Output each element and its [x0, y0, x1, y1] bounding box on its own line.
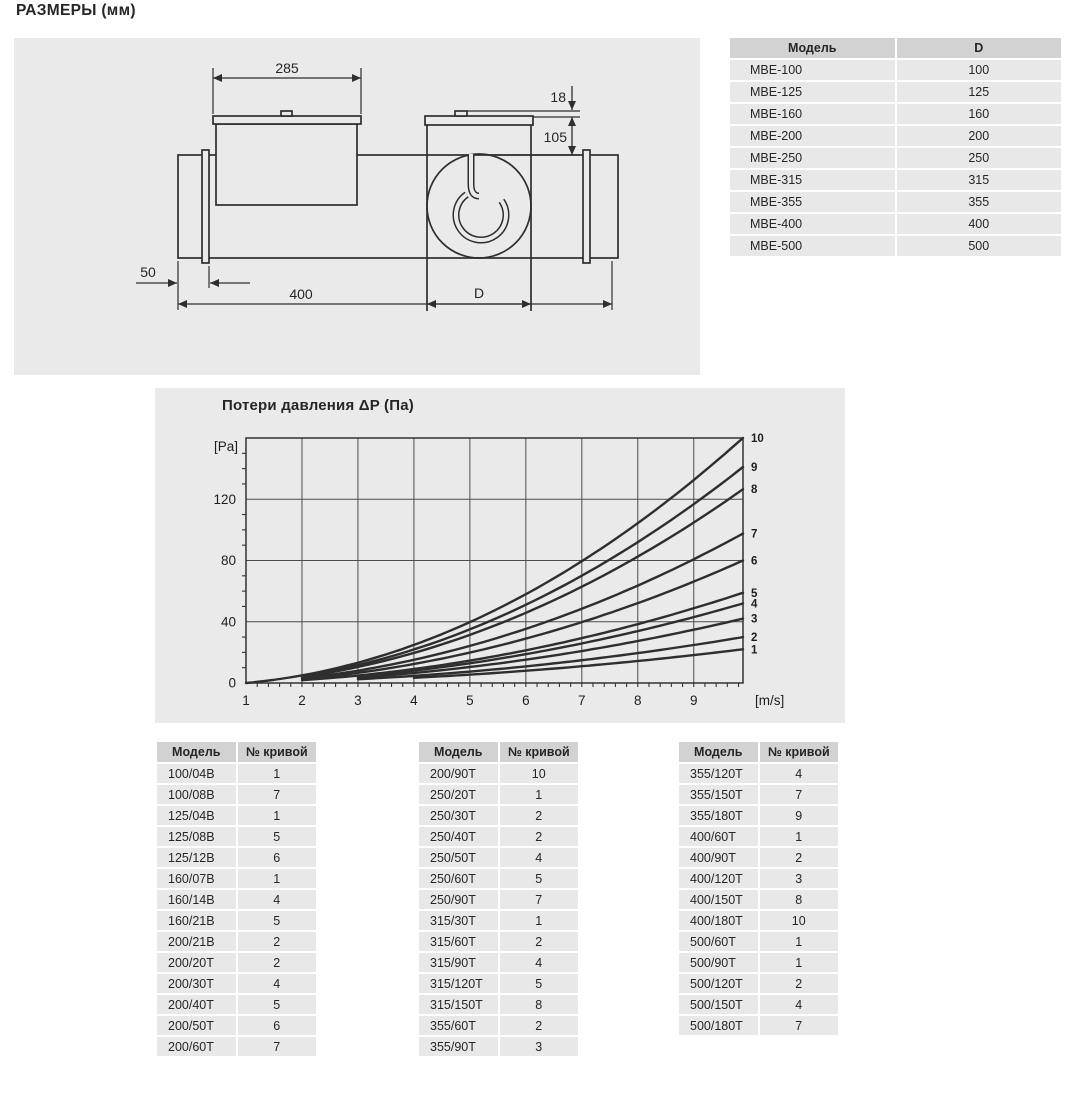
model-cell: 125/04В [157, 806, 236, 825]
table-row [157, 827, 316, 846]
table-row [157, 806, 316, 825]
value-cell: 4 [760, 995, 839, 1014]
terminal-box-lid [213, 116, 361, 124]
table-row [419, 806, 578, 825]
value-cell: 9 [760, 806, 839, 825]
value-cell: 4 [500, 848, 579, 867]
column-header: № кривой [760, 742, 839, 762]
model-cell: 315/120Т [419, 974, 498, 993]
curve-number-label: 4 [751, 598, 758, 611]
model-cell: 100/08В [157, 785, 236, 804]
table-row [730, 126, 1061, 146]
column-header: Модель [419, 742, 498, 762]
table-row [419, 953, 578, 972]
model-cell: МВЕ-250 [730, 148, 895, 168]
value-cell: 125 [897, 82, 1062, 102]
end-lid-nub [455, 111, 467, 116]
x-axis-tick-label: 4 [410, 693, 418, 708]
table-row [730, 214, 1061, 234]
table-row [679, 1016, 838, 1035]
model-cell: 315/60Т [419, 932, 498, 951]
table-row [679, 764, 838, 783]
table-row [419, 1016, 578, 1035]
value-cell: 7 [760, 1016, 839, 1035]
chart-title: Потери давления ΔP (Па) [222, 397, 414, 414]
curve-number-label: 9 [751, 462, 758, 475]
value-cell: 1 [760, 953, 839, 972]
table-row [419, 890, 578, 909]
model-cell: 250/50Т [419, 848, 498, 867]
value-cell: 5 [500, 869, 579, 888]
table-row [419, 785, 578, 804]
table-row [679, 911, 838, 930]
model-cell: 160/21В [157, 911, 236, 930]
y-axis-tick-label: 0 [228, 675, 236, 691]
value-cell: 8 [500, 995, 579, 1014]
x-axis-tick-label: 3 [354, 693, 362, 708]
model-cell: 500/120Т [679, 974, 758, 993]
page-title: РАЗМЕРЫ (мм) [16, 2, 136, 19]
x-axis-tick-label: 9 [689, 693, 698, 708]
side-view [136, 60, 618, 310]
model-cell: 355/120Т [679, 764, 758, 783]
model-cell: 250/60Т [419, 869, 498, 888]
table-row [157, 785, 316, 804]
end-lid [425, 116, 533, 125]
table-row [157, 1016, 316, 1035]
model-cell: 400/180Т [679, 911, 758, 930]
x-axis-tick-label: 2 [298, 693, 306, 708]
value-cell: 2 [760, 848, 839, 867]
table-row [730, 60, 1061, 80]
table-row [679, 785, 838, 804]
x-axis-tick-label: 6 [522, 693, 530, 708]
flange-right [583, 150, 590, 263]
column-header: № кривой [500, 742, 579, 762]
table-row [157, 764, 316, 783]
table-row [157, 995, 316, 1014]
model-cell: МВЕ-355 [730, 192, 895, 212]
model-cell: 250/20Т [419, 785, 498, 804]
curve-number-label: 1 [751, 644, 758, 657]
curve-table-3-wrap [677, 740, 840, 1037]
value-cell: 2 [238, 953, 317, 972]
model-cell: 355/180Т [679, 806, 758, 825]
value-cell: 1 [500, 911, 579, 930]
pressure-loss-chart-panel [155, 388, 845, 723]
value-cell: 3 [760, 869, 839, 888]
model-cell: 400/90Т [679, 848, 758, 867]
flange-left [202, 150, 209, 263]
curve-number-label: 2 [751, 632, 758, 645]
value-cell: 1 [500, 785, 579, 804]
curve-table-3 [677, 740, 840, 1037]
model-cell: 250/30Т [419, 806, 498, 825]
model-cell: 250/90Т [419, 890, 498, 909]
table-row [419, 869, 578, 888]
model-cell: 200/20Т [157, 953, 236, 972]
heating-element-icon [456, 154, 506, 240]
value-cell: 4 [760, 764, 839, 783]
table-row [679, 869, 838, 888]
value-cell: 2 [500, 827, 579, 846]
model-cell: МВЕ-160 [730, 104, 895, 124]
dimensions-drawing-panel [14, 38, 700, 375]
table-row [157, 1037, 316, 1056]
dimension-drawing-svg [14, 38, 700, 375]
model-cell: 200/40Т [157, 995, 236, 1014]
value-cell: 10 [500, 764, 579, 783]
table-row [157, 869, 316, 888]
y-axis-unit-label: [Pa] [213, 439, 238, 454]
model-cell: 355/90Т [419, 1037, 498, 1056]
model-cell: 315/30Т [419, 911, 498, 930]
table-row [730, 82, 1061, 102]
dim-body-length-label: 400 [289, 286, 313, 302]
table-row [730, 236, 1061, 256]
model-cell: МВЕ-315 [730, 170, 895, 190]
table-row [419, 848, 578, 867]
value-cell: 5 [238, 827, 317, 846]
column-header: Модель [679, 742, 758, 762]
dim-box-height-label: 105 [543, 129, 567, 145]
value-cell: 315 [897, 170, 1062, 190]
table-row [679, 932, 838, 951]
value-cell: 10 [760, 911, 839, 930]
table-row [419, 974, 578, 993]
value-cell: 8 [760, 890, 839, 909]
table-row [419, 911, 578, 930]
value-cell: 6 [238, 1016, 317, 1035]
x-axis-unit-label: [m/s] [755, 693, 785, 708]
model-cell: 500/60Т [679, 932, 758, 951]
value-cell: 1 [238, 869, 317, 888]
dim-box-width-label: 285 [275, 60, 299, 76]
value-cell: 250 [897, 148, 1062, 168]
curve-number-label: 3 [751, 613, 758, 626]
value-cell: 160 [897, 104, 1062, 124]
model-cell: 160/07В [157, 869, 236, 888]
table-row [157, 848, 316, 867]
value-cell: 1 [760, 932, 839, 951]
end-view [425, 86, 580, 311]
table-row [730, 192, 1061, 212]
curve-number-label: 6 [751, 555, 758, 568]
table-row [730, 170, 1061, 190]
pressure-chart-svg [155, 388, 845, 723]
model-cell: 200/60Т [157, 1037, 236, 1056]
value-cell: 4 [500, 953, 579, 972]
model-cell: 200/30Т [157, 974, 236, 993]
model-cell: МВЕ-100 [730, 60, 895, 80]
model-cell: 200/90Т [419, 764, 498, 783]
table-row [679, 848, 838, 867]
model-cell: 400/120Т [679, 869, 758, 888]
value-cell: 200 [897, 126, 1062, 146]
table-row [419, 995, 578, 1014]
value-cell: 5 [238, 911, 317, 930]
model-cell: МВЕ-125 [730, 82, 895, 102]
model-cell: 125/12В [157, 848, 236, 867]
dim-flange-offset-label: 50 [140, 264, 156, 280]
lid-nub [281, 111, 292, 116]
table-row [157, 911, 316, 930]
value-cell: 2 [500, 1016, 579, 1035]
curve-table-2 [417, 740, 580, 1058]
value-cell: 2 [238, 932, 317, 951]
dim-cap-height-label: 18 [550, 89, 566, 105]
value-cell: 2 [760, 974, 839, 993]
value-cell: 3 [500, 1037, 579, 1056]
column-header: D [897, 38, 1062, 58]
table-row [679, 995, 838, 1014]
value-cell: 2 [500, 806, 579, 825]
value-cell: 400 [897, 214, 1062, 234]
table-row [679, 890, 838, 909]
table-row [157, 953, 316, 972]
value-cell: 5 [238, 995, 317, 1014]
column-header: Модель [730, 38, 895, 58]
model-cell: 200/21В [157, 932, 236, 951]
model-cell: 160/14В [157, 890, 236, 909]
table-row [679, 827, 838, 846]
model-dimension-table-wrap [728, 36, 1063, 258]
y-axis-tick-label: 80 [220, 553, 236, 568]
value-cell: 1 [238, 806, 317, 825]
model-cell: 500/150Т [679, 995, 758, 1014]
value-cell: 7 [238, 785, 317, 804]
value-cell: 7 [760, 785, 839, 804]
value-cell: 500 [897, 236, 1062, 256]
value-cell: 6 [238, 848, 317, 867]
dim-diameter-label: D [473, 285, 485, 301]
curve-table-2-wrap [417, 740, 580, 1058]
value-cell: 355 [897, 192, 1062, 212]
model-cell: 355/60Т [419, 1016, 498, 1035]
model-cell: 250/40Т [419, 827, 498, 846]
model-cell: МВЕ-500 [730, 236, 895, 256]
curve-number-label: 8 [751, 484, 758, 497]
x-axis-tick-label: 7 [578, 693, 586, 708]
table-row [157, 890, 316, 909]
model-dimension-table [728, 36, 1063, 258]
model-cell: МВЕ-200 [730, 126, 895, 146]
terminal-box [216, 124, 357, 205]
curve-number-label: 7 [751, 528, 758, 541]
table-row [679, 953, 838, 972]
value-cell: 2 [500, 932, 579, 951]
column-header: № кривой [238, 742, 317, 762]
table-row [419, 932, 578, 951]
model-cell: 200/50Т [157, 1016, 236, 1035]
model-cell: 315/150Т [419, 995, 498, 1014]
curve-number-label: 5 [751, 587, 758, 600]
curve-table-1-wrap [155, 740, 318, 1058]
pressure-curve-4 [358, 603, 743, 676]
model-cell: 400/150Т [679, 890, 758, 909]
table-row [730, 104, 1061, 124]
table-row [679, 806, 838, 825]
table-row [157, 974, 316, 993]
value-cell: 7 [500, 890, 579, 909]
model-cell: 100/04В [157, 764, 236, 783]
x-axis-tick-label: 5 [466, 693, 474, 708]
model-cell: 355/150Т [679, 785, 758, 804]
table-row [419, 827, 578, 846]
curve-number-label: 10 [751, 433, 764, 445]
value-cell: 1 [238, 764, 317, 783]
curve-table-1 [155, 740, 318, 1058]
model-cell: МВЕ-400 [730, 214, 895, 234]
y-axis-tick-label: 120 [213, 491, 236, 507]
value-cell: 1 [760, 827, 839, 846]
table-row [730, 148, 1061, 168]
model-cell: 315/90Т [419, 953, 498, 972]
y-axis-tick-label: 40 [220, 614, 236, 630]
model-cell: 500/180Т [679, 1016, 758, 1035]
model-cell: 125/08В [157, 827, 236, 846]
model-cell: 400/60Т [679, 827, 758, 846]
value-cell: 4 [238, 890, 317, 909]
value-cell: 100 [897, 60, 1062, 80]
column-header: Модель [157, 742, 236, 762]
table-row [679, 974, 838, 993]
pressure-curve-9 [302, 467, 743, 676]
value-cell: 4 [238, 974, 317, 993]
table-row [157, 932, 316, 951]
model-cell: 500/90Т [679, 953, 758, 972]
value-cell: 7 [238, 1037, 317, 1056]
value-cell: 5 [500, 974, 579, 993]
x-axis-tick-label: 1 [242, 693, 250, 708]
table-row [419, 1037, 578, 1056]
x-axis-tick-label: 8 [634, 693, 642, 708]
table-row [419, 764, 578, 783]
